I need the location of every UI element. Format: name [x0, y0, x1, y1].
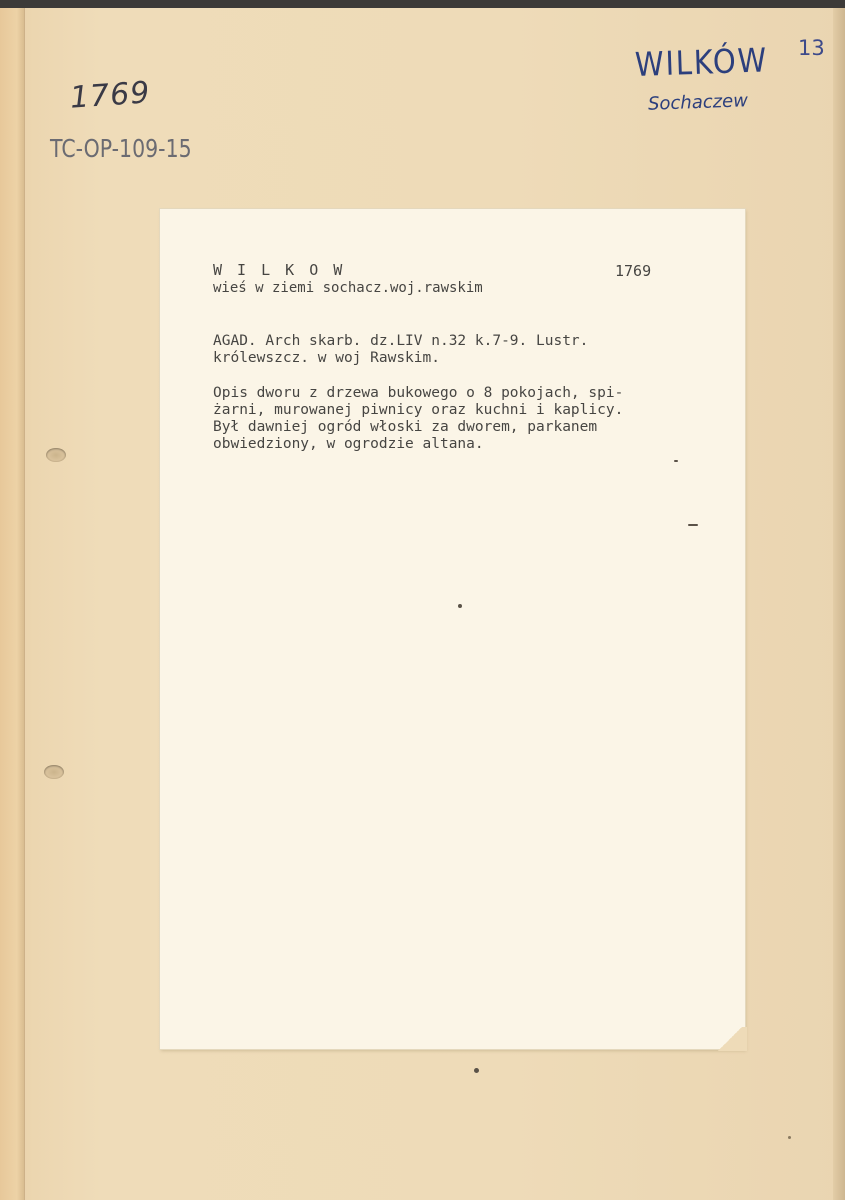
- handwritten-catalog-code: TC-OP-109-15: [50, 134, 192, 163]
- ink-speck: [458, 604, 462, 608]
- card-title: W I L K O W: [213, 261, 346, 279]
- card-description-line: obwiedziony, w ogrodzie altana.: [213, 436, 484, 452]
- ink-speck: [674, 460, 678, 462]
- card-worn-corner: [713, 1027, 747, 1051]
- card-description-line: Był dawniej ogród włoski za dworem, parkanem: [213, 419, 598, 435]
- card-source-line: królewszcz. w woj Rawskim.: [213, 350, 440, 366]
- index-card: [160, 209, 745, 1049]
- handwritten-year: 1769: [68, 75, 152, 116]
- card-description-line: żarni, murowanej piwnicy oraz kuchni i kaplicy.: [213, 402, 624, 418]
- card-source-line: AGAD. Arch skarb. dz.LIV n.32 k.7-9. Lustr.: [213, 333, 589, 349]
- punch-hole-bottom: [44, 765, 64, 779]
- handwritten-place-name: WILKÓW: [634, 40, 769, 84]
- scan-top-border: [0, 0, 845, 8]
- punch-hole-top: [46, 448, 66, 462]
- page-right-edge: [833, 8, 845, 1200]
- handwritten-page-number: 13: [798, 36, 825, 60]
- binding-edge: [0, 8, 25, 1200]
- card-year: 1769: [615, 262, 652, 280]
- card-subtitle: wieś w ziemi sochacz.woj.rawskim: [213, 280, 483, 296]
- paper-speck: [788, 1136, 791, 1139]
- card-description-line: Opis dworu z drzewa bukowego o 8 pokojach, spi-: [213, 385, 624, 401]
- ink-speck: [688, 524, 698, 526]
- paper-speck: [474, 1068, 479, 1073]
- handwritten-district: Sochaczew: [647, 90, 749, 115]
